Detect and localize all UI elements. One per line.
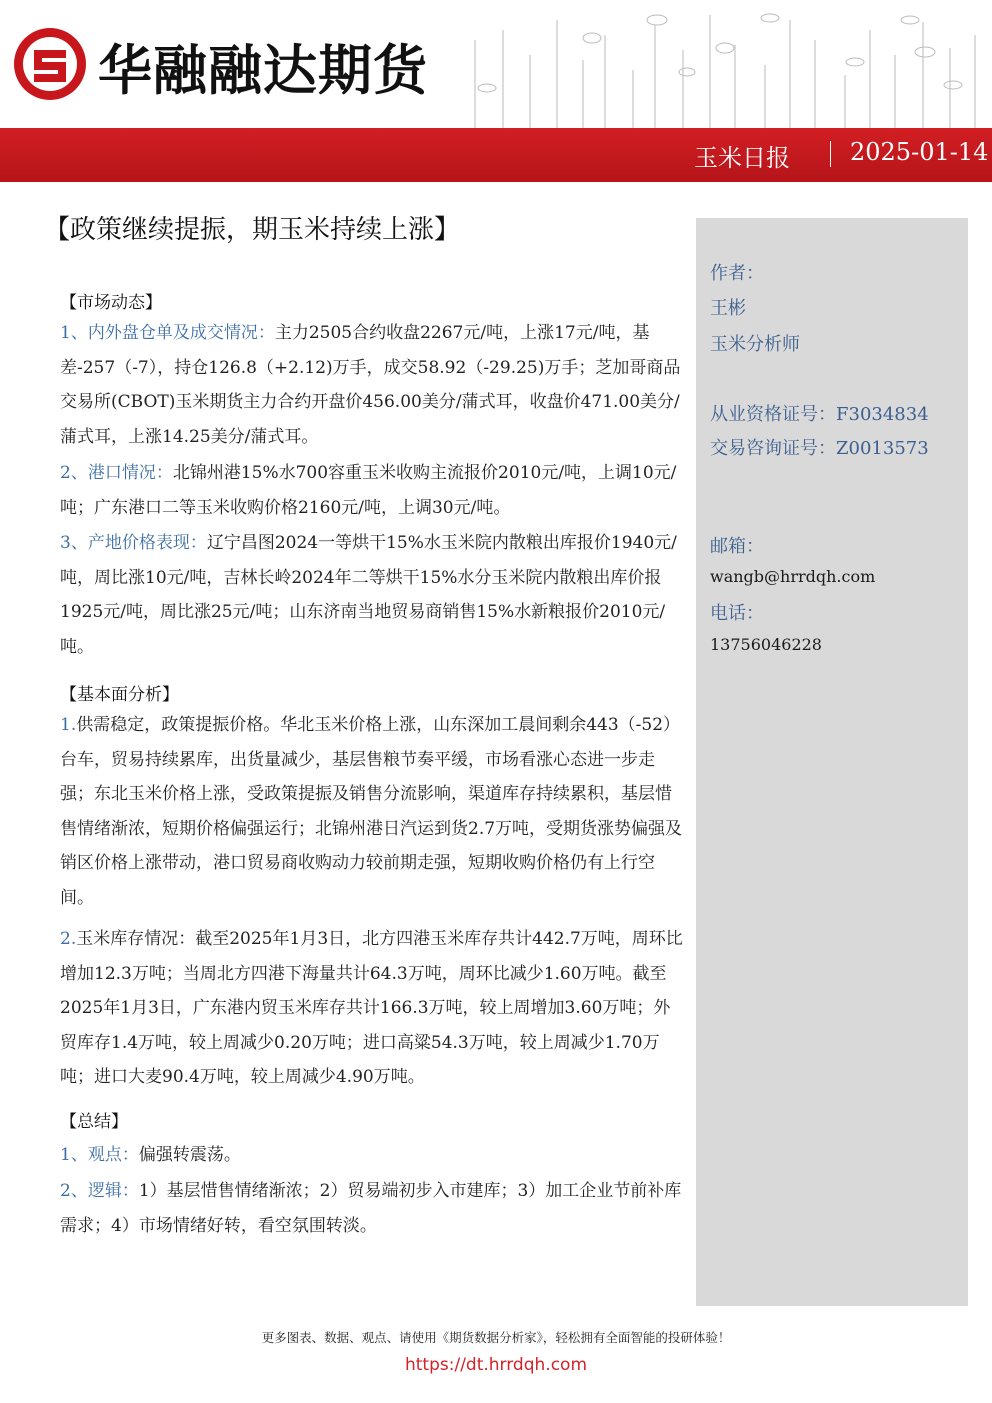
section-heading-fundamental: 【基本面分析】 — [60, 685, 179, 705]
qualification-number: 从业资格证号：F3034834 — [710, 404, 929, 425]
consulting-number: 交易咨询证号：Z0013573 — [710, 438, 929, 459]
email-link[interactable]: wangb@hrrdqh.com — [710, 567, 876, 586]
market-item-1: 1、内外盘仓单及成交情况：主力2505合约收盘2267元/吨，上涨17元/吨，基差-257（-7），持仓126.8（+2.12)万手，成交58.92（-29.25)万手；芝加哥商品交易所(CBOT)玉米期货主力合约开盘价456.00美分/蒲式耳，收盘价471.00美分/蒲式耳，上涨14.25美分/蒲式耳。 — [60, 323, 681, 447]
footer-url-link[interactable]: https://dt.hrrdqh.com — [404, 1355, 588, 1375]
author-role: 玉米分析师 — [710, 334, 800, 355]
market-item-3: 3、产地价格表现：辽宁昌图2024一等烘干15%水玉米院内散粮出库报价1940元/吨，周比涨10元/吨，吉林长岭2024年二等烘干15%水分玉米院内散粮出库价报1925元/吨，周比涨25元/吨；山东济南当地贸易商销售15%水新粮报价2010元/吨。 — [60, 533, 677, 657]
footer-promo: 更多图表、数据、观点、请使用《期货数据分析家》，轻松拥有全面智能的投研体验！ — [261, 1330, 731, 1345]
report-type: 玉米日报 — [694, 144, 790, 172]
report-date: 2025-01-14 — [850, 138, 989, 166]
author-label: 作者： — [710, 263, 764, 284]
fundamental-item-1: 1.供需稳定，政策提振价格。华北玉米价格上涨，山东深加工晨间剩余443（-52）台车，贸易持续累库，出货量减少，基层售粮节奏平缓，市场看涨心态进一步走强；东北玉米价格上涨，受政策提振及销售分流影响，渠道库存持续累积，基层惜售情绪渐浓，短期价格偏强运行；北锦州港日汽运到货2.7万吨，受期货涨势偏强及销区价格上涨带动，港口贸易商收购动力较前期走强，短期收购价格仍有上行空间。 — [60, 715, 683, 908]
author-name: 王彬 — [710, 298, 746, 319]
band-divider — [830, 141, 831, 167]
report-header — [0, 0, 992, 182]
phone-label: 电话： — [710, 603, 764, 624]
report-band — [0, 128, 992, 182]
decorative-lines — [455, 0, 992, 128]
company-logo-icon — [12, 26, 88, 102]
summary-item-1: 1、观点：偏强转震荡。 — [60, 1145, 241, 1165]
market-item-2: 2、港口情况：北锦州港15%水700容重玉米收购主流报价2010元/吨，上调10元/吨；广东港口二等玉米收购价格2160元/吨，上调30元/吨。 — [60, 463, 677, 518]
phone-number: 13756046228 — [710, 635, 822, 654]
email-label: 邮箱： — [710, 536, 764, 557]
section-heading-market: 【市场动态】 — [60, 293, 162, 313]
brand-name: 华融融达期货 — [98, 39, 428, 102]
summary-item-2: 2、逻辑：1）基层惜售情绪渐浓；2）贸易端初步入市建库；3）加工企业节前补库需求；4）市场情绪好转，看空氛围转淡。 — [60, 1181, 682, 1236]
section-heading-summary: 【总结】 — [60, 1112, 128, 1132]
report-title: 【政策继续提振，期玉米持续上涨】 — [44, 215, 461, 245]
author-sidebar — [696, 218, 968, 1306]
fundamental-item-2: 2.玉米库存情况：截至2025年1月3日，北方四港玉米库存共计442.7万吨，周环比增加12.3万吨；当周北方四港下海量共计64.3万吨，周环比减少1.60万吨。截至2025年1月3日，广东港内贸玉米库存共计166.3万吨，较上周增加3.60万吨；外贸库存1.4万吨，较上周减少0.20万吨；进口高粱54.3万吨，较上周减少1.70万吨；进口大麦90.4万吨，较上周减少4.90万吨。 — [60, 929, 683, 1087]
